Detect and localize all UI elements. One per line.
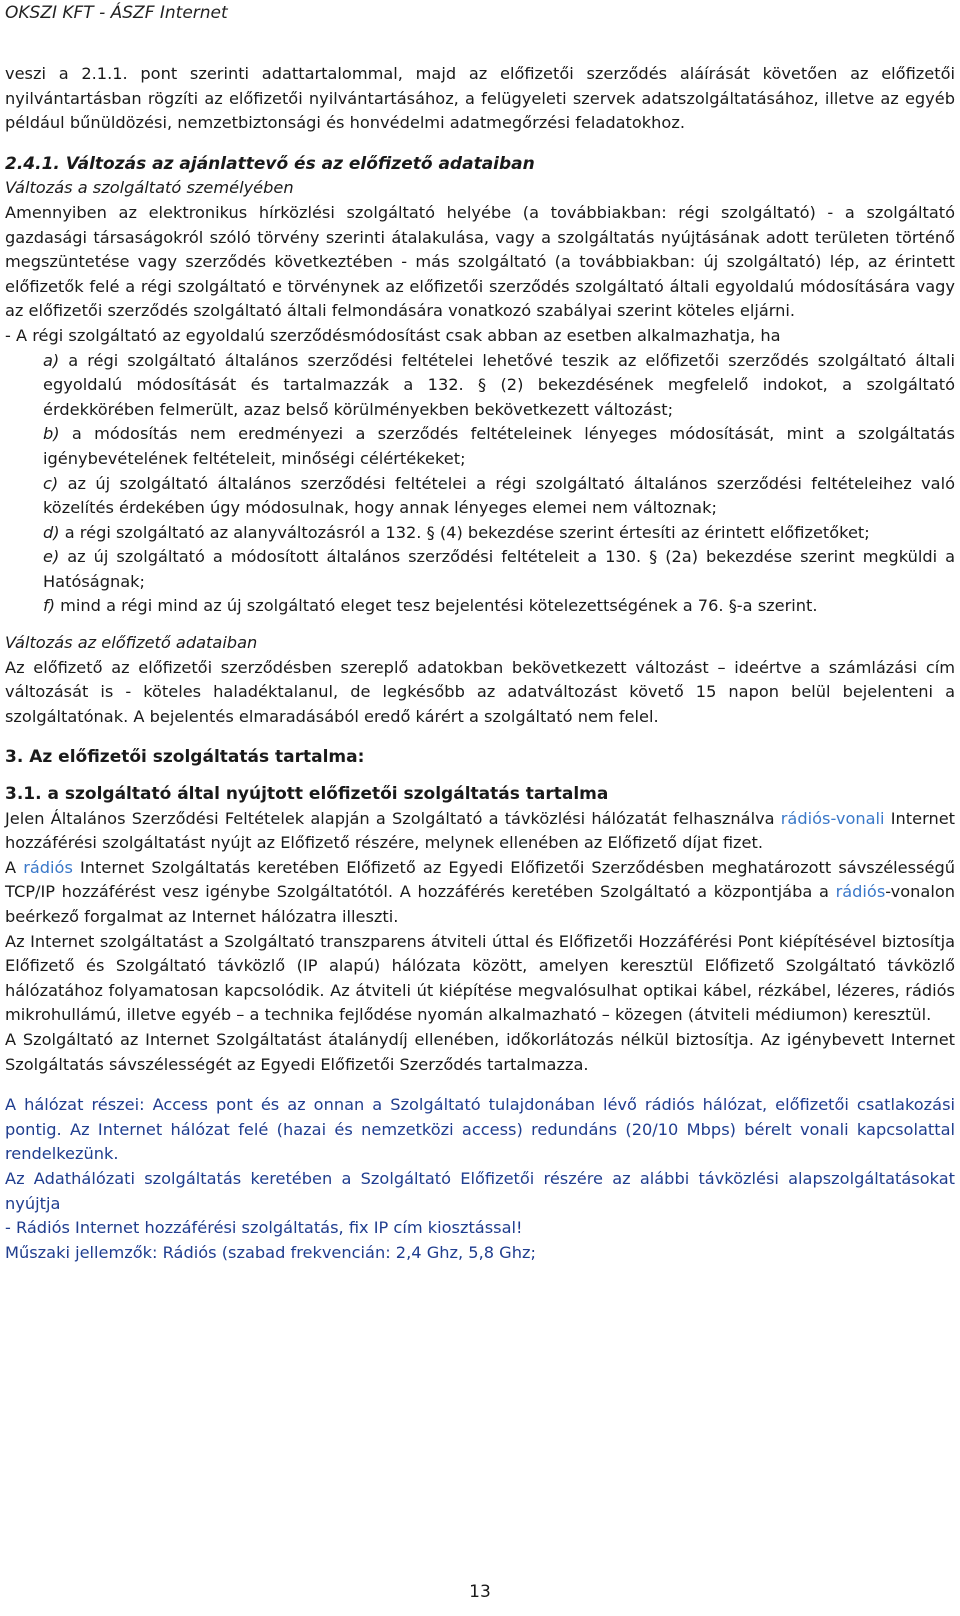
list-text: a régi szolgáltató az alanyváltozásról a 132. § (4) bekezdése szerint értesíti az érintett előfizetőket; bbox=[59, 522, 870, 542]
radio-link: rádiós bbox=[835, 882, 886, 902]
list-text: a régi szolgáltató általános szerződési feltételei lehetővé teszik az előfizetői szerződés szolgáltató általi egyoldalú módosítását és tartalmazzák a 132. § (2) bekezdésének megfelelő indokot, a szolgáltató érdekkörében felmerült, azaz belső körülményekben bekövetkezett változást; bbox=[43, 350, 955, 419]
list-item-d bbox=[5, 521, 955, 546]
text-run: -vonalon beérkező forgalmat az Internet hálózatra illeszti. bbox=[5, 882, 955, 926]
list-mark: a) bbox=[43, 350, 60, 370]
list-mark: c) bbox=[43, 473, 59, 493]
list-mark: f) bbox=[43, 596, 56, 616]
radio-internet-line: - Rádiós Internet hozzáférési szolgáltatás, fix IP cím kiosztással! bbox=[5, 1218, 523, 1238]
list-mark: b) bbox=[43, 424, 60, 444]
provider-change-paragraph: Amennyiben az elektronikus hírközlési szolgáltató helyébe (a továbbiakban: régi szolgáltató) - a szolgáltató gazdasági társaságokról szóló törvény szerinti átalakulása, vagy a szolgáltatás nyújtásának adott területen történő megszüntetése vagy szerződés következtében - más szolgáltató (a továbbiakban: új szolgáltató) lép, az érintett előfizetők felé a régi szolgáltató e törvénynek az előfizetői szerződés szolgáltató általi egyoldalú módosítására vagy az előfizetői szerződés szolgáltató általi felmondására vonatkozó szabályai szerint köteles eljárni. bbox=[5, 202, 955, 321]
list-text: a módosítás nem eredményezi a szerződés feltételeinek lényeges módosítását, mint a szolgáltatás igénybevételének feltételeit, minőségi célértékeket; bbox=[43, 424, 955, 468]
radio-link: rádiós bbox=[23, 857, 73, 877]
list-item-c bbox=[5, 472, 955, 521]
text-run: Jelen Általános Szerződési Feltételek alapján a Szolgáltató a távközlési hálózatát felhasználva bbox=[5, 808, 781, 828]
technical-specs-line: Műszaki jellemzők: Rádiós (szabad frekvencián: 2,4 Ghz, 5,8 Ghz; bbox=[5, 1242, 536, 1262]
subscriber-change-paragraph: Az előfizető az előfizetői szerződésben szereplő adatokban bekövetkezett változást – ideértve a számlázási cím változását is - köteles haladéktalanul, de legkésőbb az adatváltozást követő 15 napon belül bejelenteni a szolgáltatónak. A bejelentés elmaradásából eredő kárért a szolgáltató nem felel. bbox=[5, 657, 955, 726]
subheading-subscriber-change: Változás az előfizető adataiban bbox=[5, 633, 258, 653]
text-run: Internet hozzáférési szolgáltatást nyújt az Előfizető részére, melynek ellenében az Előfizető díjat fizet. bbox=[5, 808, 956, 853]
list-text: mind a régi mind az új szolgáltató eleget tesz bejelentési kötelezettségének a 76. §-a szerint. bbox=[55, 596, 818, 616]
service-paragraph-3: Az Internet szolgáltatást a Szolgáltató transzparens átviteli úttal és Előfizetői Hozzáférési Pont kiépítésével biztosítja Előfizető és Szolgáltató távközlő (IP alapú) hálózata között, amelyen keresztül Előfizető Szolgáltató távközlő hálózatához folyamatosan kapcsolódik. Az átviteli út kiépítése megvalósulhat optikai kábel, rézkábel, lézeres, rádiós mikrohullámú, illetve egyéb – a technika fejlődése nyomán alkalmazható – közegen (átviteli médiumon) keresztül. bbox=[5, 931, 955, 1025]
list-item-e bbox=[5, 545, 955, 594]
section-31-heading: 3.1. a szolgáltató által nyújtott előfizetői szolgáltatás tartalma bbox=[5, 784, 609, 805]
document-header: OKSZI KFT - ÁSZF Internet bbox=[5, 3, 228, 23]
list-text: az új szolgáltató általános szerződési feltételei a régi szolgáltató általános szerződési feltételeihez való közelítés érdekében úgy módosulnak, hogy annak lényeges elemei nem változnak; bbox=[43, 473, 955, 518]
list-mark: d) bbox=[43, 522, 60, 542]
service-paragraph-2 bbox=[5, 856, 955, 930]
network-paragraph: A hálózat részei: Access pont és az onnan a Szolgáltató tulajdonában lévő rádiós hálózat, előfizetői csatlakozási pontig. Az Internet hálózat felé (hazai és nemzetközi access) redundáns (20/10 Mbps) bérelt vonali kapcsolattal rendelkezünk. bbox=[5, 1095, 955, 1164]
list-mark: e) bbox=[43, 547, 60, 567]
dash-paragraph: - A régi szolgáltató az egyoldalú szerződésmódosítást csak abban az esetben alkalmazhatja, ha bbox=[5, 325, 781, 345]
service-paragraph-4: A Szolgáltató az Internet Szolgáltatást átalánydíj ellenében, időkorlátozás nélkül biztosítja. Az igénybevett Internet Szolgáltatás sávszélességét az Egyedi Előfizetői Szerződés tartalmazza. bbox=[5, 1029, 955, 1074]
radio-link: rádiós-vonali bbox=[780, 808, 885, 828]
list-text: az új szolgáltató a módosított általános szerződési feltételeit a 130. § (2a) bekezdése szerint megküldi a Hatóságnak; bbox=[43, 547, 955, 591]
text-run: A bbox=[5, 857, 24, 877]
list-item-a bbox=[5, 349, 955, 423]
page-number: 13 bbox=[469, 1582, 491, 1602]
document-body bbox=[5, 62, 955, 1265]
section-241-heading: 2.4.1. Változás az ajánlattevő és az előfizető adataiban bbox=[5, 153, 535, 174]
intro-paragraph: veszi a 2.1.1. pont szerinti adattartalommal, majd az előfizetői szerződés aláírását követően az előfizetői nyilvántartásban rögzíti az előfizetői nyilvántartásához, a felügyeleti szervek adatszolgáltatásához, illetve az egyéb például bűnüldözési, nemzetbiztonsági és honvédelmi adatmegőrzési feladatokhoz. bbox=[5, 64, 955, 133]
list-item-b bbox=[5, 422, 955, 471]
list-item-f bbox=[5, 594, 955, 619]
data-network-paragraph: Az Adathálózati szolgáltatás keretében a Szolgáltató Előfizetői részére az alábbi távközlési alapszolgáltatásokat nyújtja bbox=[5, 1168, 955, 1213]
section-3-heading: 3. Az előfizetői szolgáltatás tartalma: bbox=[5, 747, 365, 768]
text-run: Internet Szolgáltatás keretében Előfizető az Egyedi Előfizetői Szerződésben meghatározott sávszélességű TCP/IP hozzáférést vesz igénybe Szolgáltatótól. A hozzáférés keretében Szolgáltató a központjába a bbox=[5, 857, 955, 902]
subheading-provider-change: Változás a szolgáltató személyében bbox=[5, 178, 294, 198]
service-paragraph-1 bbox=[5, 807, 955, 856]
